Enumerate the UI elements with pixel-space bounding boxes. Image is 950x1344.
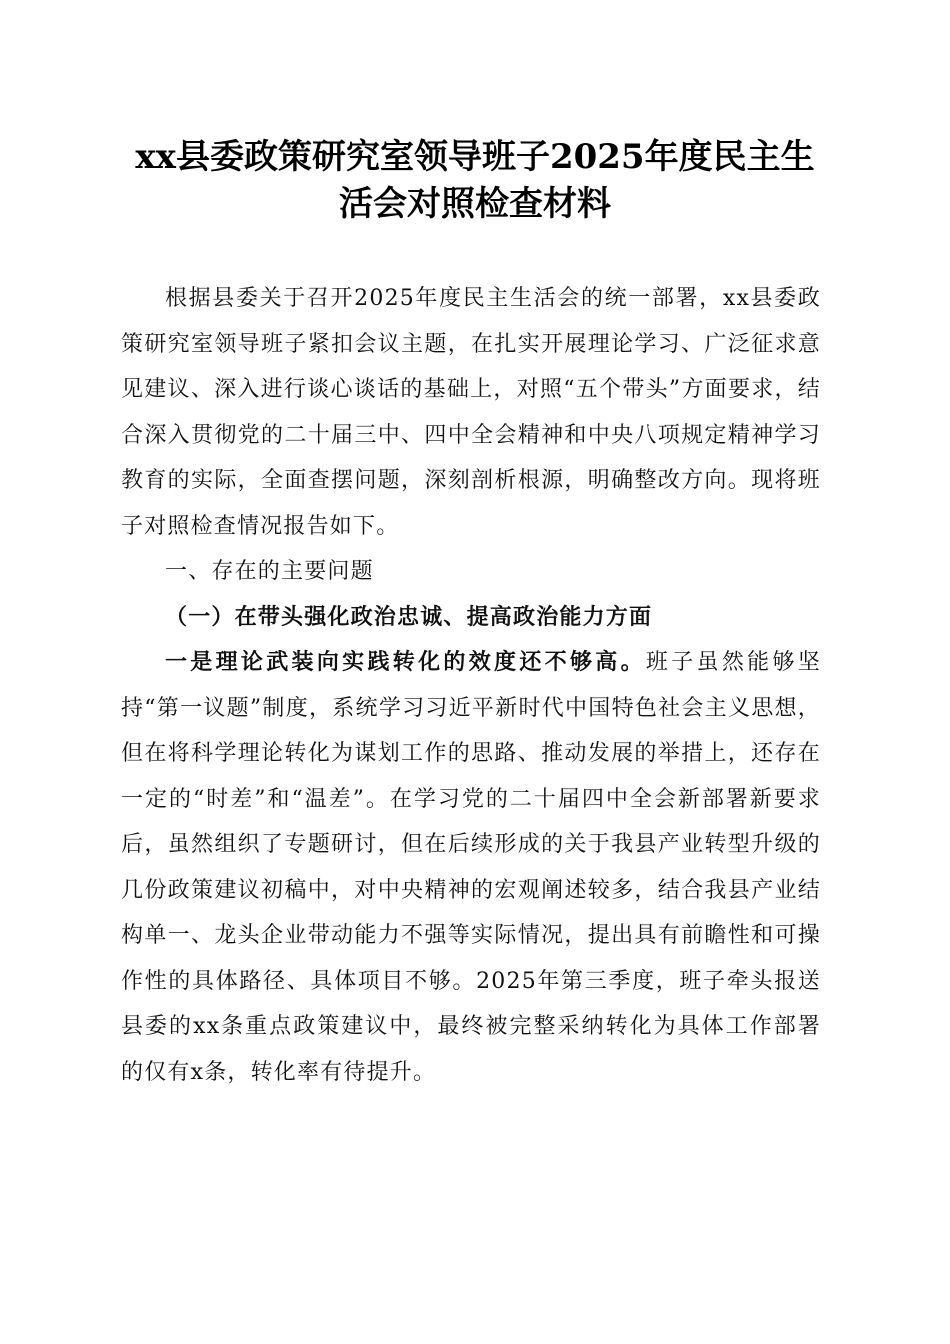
title-line-1: xx县委政策研究室领导班子2025年度民主生 [135,137,815,177]
intro-paragraph: 根据县委关于召开2025年度民主生活会的统一部署，xx县委政策研究室领导班子紧扣会议主题，在扎实开展理论学习、广泛征求意见建议、深入进行谈心谈话的基础上，对照“五个带头”方面要求，结合深入贯彻党的二十届三中、四中全会精神和中央八项规定精神学习教育的实际，全面查摆问题，深刻剖析根源，明确整改方向。现将班子对照检查情况报告如下。 [121,286,821,539]
point-body: 班子虽然能够坚持“第一议题”制度，系统学习习近平新时代中国特色社会主义思想，但在将科学理论转化为谋划工作的思路、推动发展的举措上，还存在一定的“时差”和“温差”。在学习党的二十届四中全会新部署新要求后，虽然组织了专题研讨，但在后续形成的关于我县产业转型升级的几份政策建议初稿中，对中央精神的宏观阐述较多，结合我县产业结构单一、龙头企业带动能力不强等实际情况，提出具有前瞻性和可操作性的具体路径、具体项目不够。2025年第三季度，班子牵头报送县委的xx条重点政策建议中，最终被完整采纳转化为具体工作部署的仅有x条，转化率有待提升。 [121,650,821,1085]
document-title [95,134,855,228]
point-paragraph [121,640,821,1095]
subsection-heading: （一）在带头强化政治忠诚、提高政治能力方面 [165,603,653,630]
point-lead: 一是理论武装向实践转化的效度还不够高。 [165,649,646,675]
title-line-2: 活会对照检查材料 [339,184,611,224]
document-body [121,276,821,1095]
section-heading: 一、存在的主要问题 [165,559,374,584]
